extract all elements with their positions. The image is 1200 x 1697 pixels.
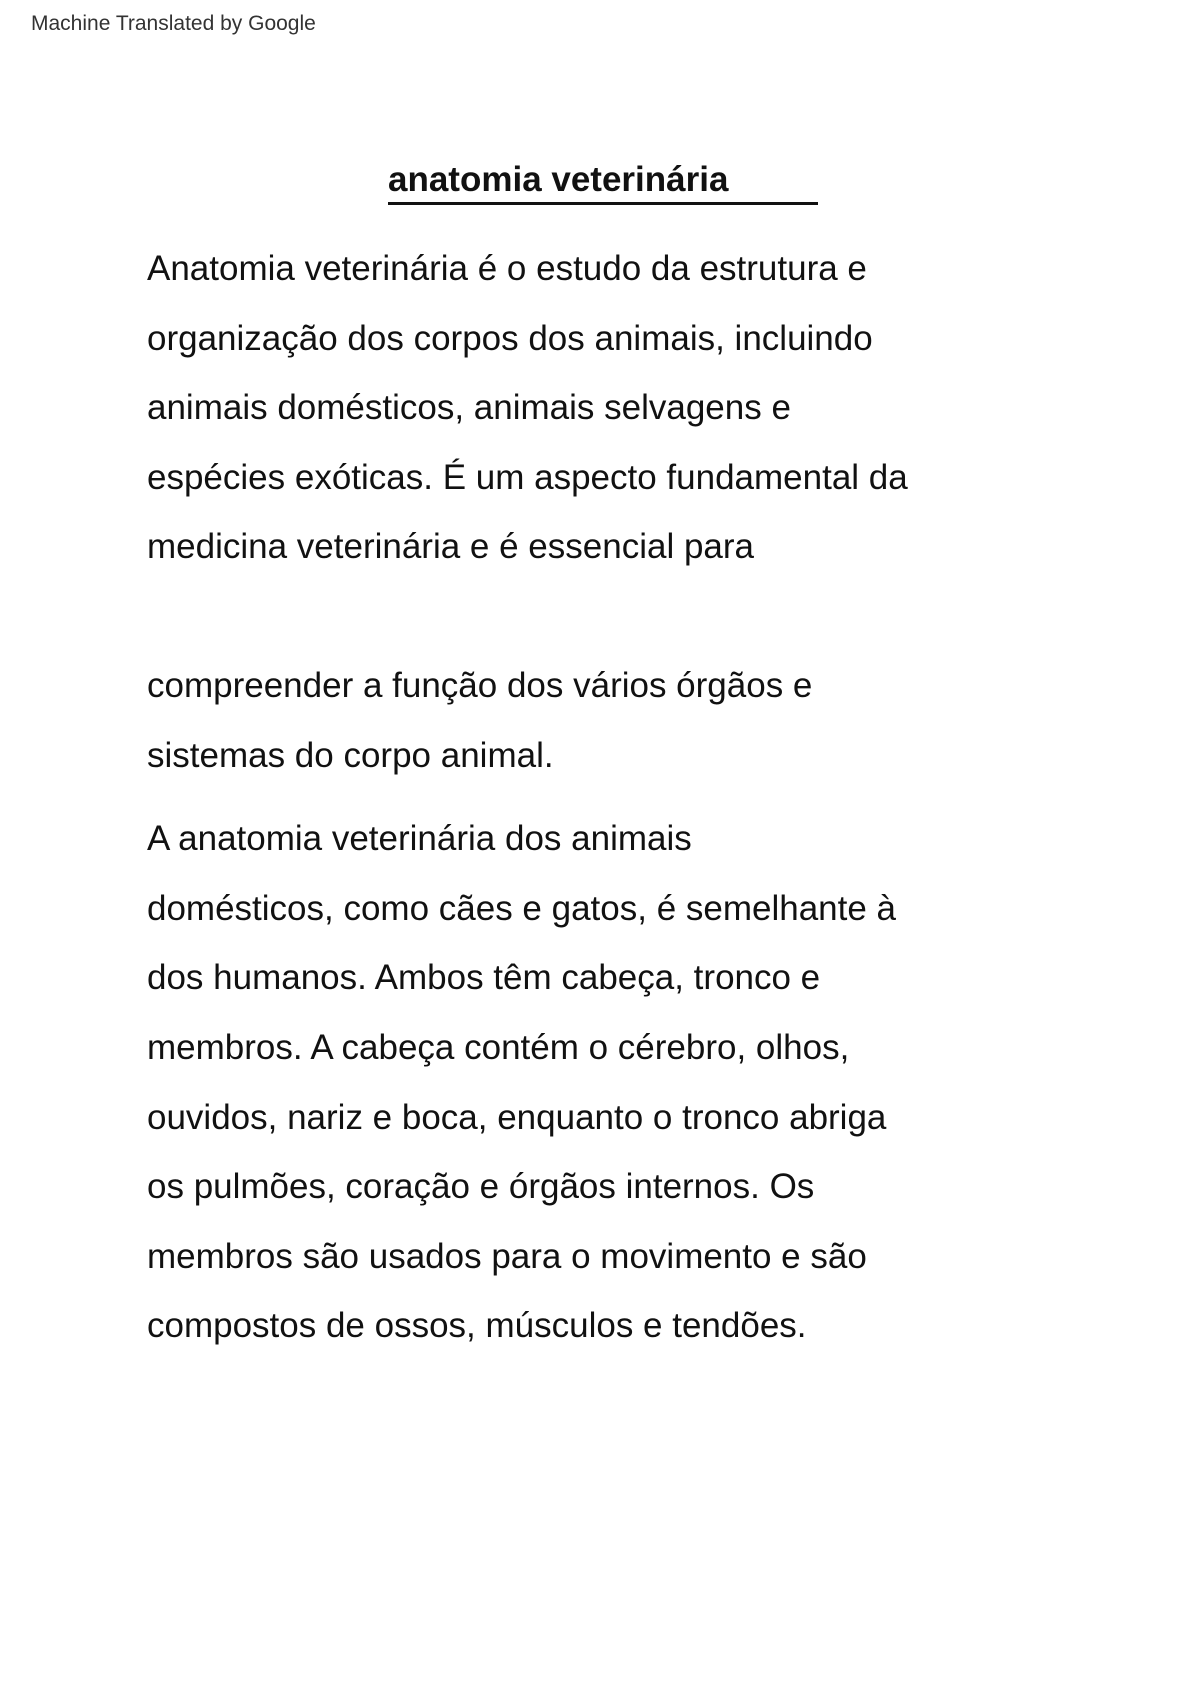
text-line: compreender a função dos vários órgãos e <box>147 666 813 705</box>
text-line: espécies exóticas. É um aspecto fundamental da <box>147 458 908 497</box>
text-line: ouvidos, nariz e boca, enquanto o tronco abriga <box>147 1098 887 1137</box>
text-line: Anatomia veterinária é o estudo da estrutura e <box>147 249 867 288</box>
text-line: membros. A cabeça contém o cérebro, olhos, <box>147 1028 850 1067</box>
document-title: anatomia veterinária <box>388 158 818 205</box>
text-line: dos humanos. Ambos têm cabeça, tronco e <box>147 958 821 997</box>
text-line: domésticos, como cães e gatos, é semelhante à <box>147 889 897 928</box>
text-line: sistemas do corpo animal. <box>147 736 554 775</box>
text-line: A anatomia veterinária dos animais <box>147 819 692 858</box>
text-line: compostos de ossos, músculos e tendões. <box>147 1306 807 1345</box>
text-line: medicina veterinária e é essencial para <box>147 527 754 566</box>
text-line: membros são usados para o movimento e são <box>147 1237 867 1276</box>
text-line: animais domésticos, animais selvagens e <box>147 388 791 427</box>
text-line: organização dos corpos dos animais, incluindo <box>147 319 873 358</box>
text-line: os pulmões, coração e órgãos internos. Os <box>147 1167 815 1206</box>
machine-translation-watermark: Machine Translated by Google <box>31 12 316 35</box>
